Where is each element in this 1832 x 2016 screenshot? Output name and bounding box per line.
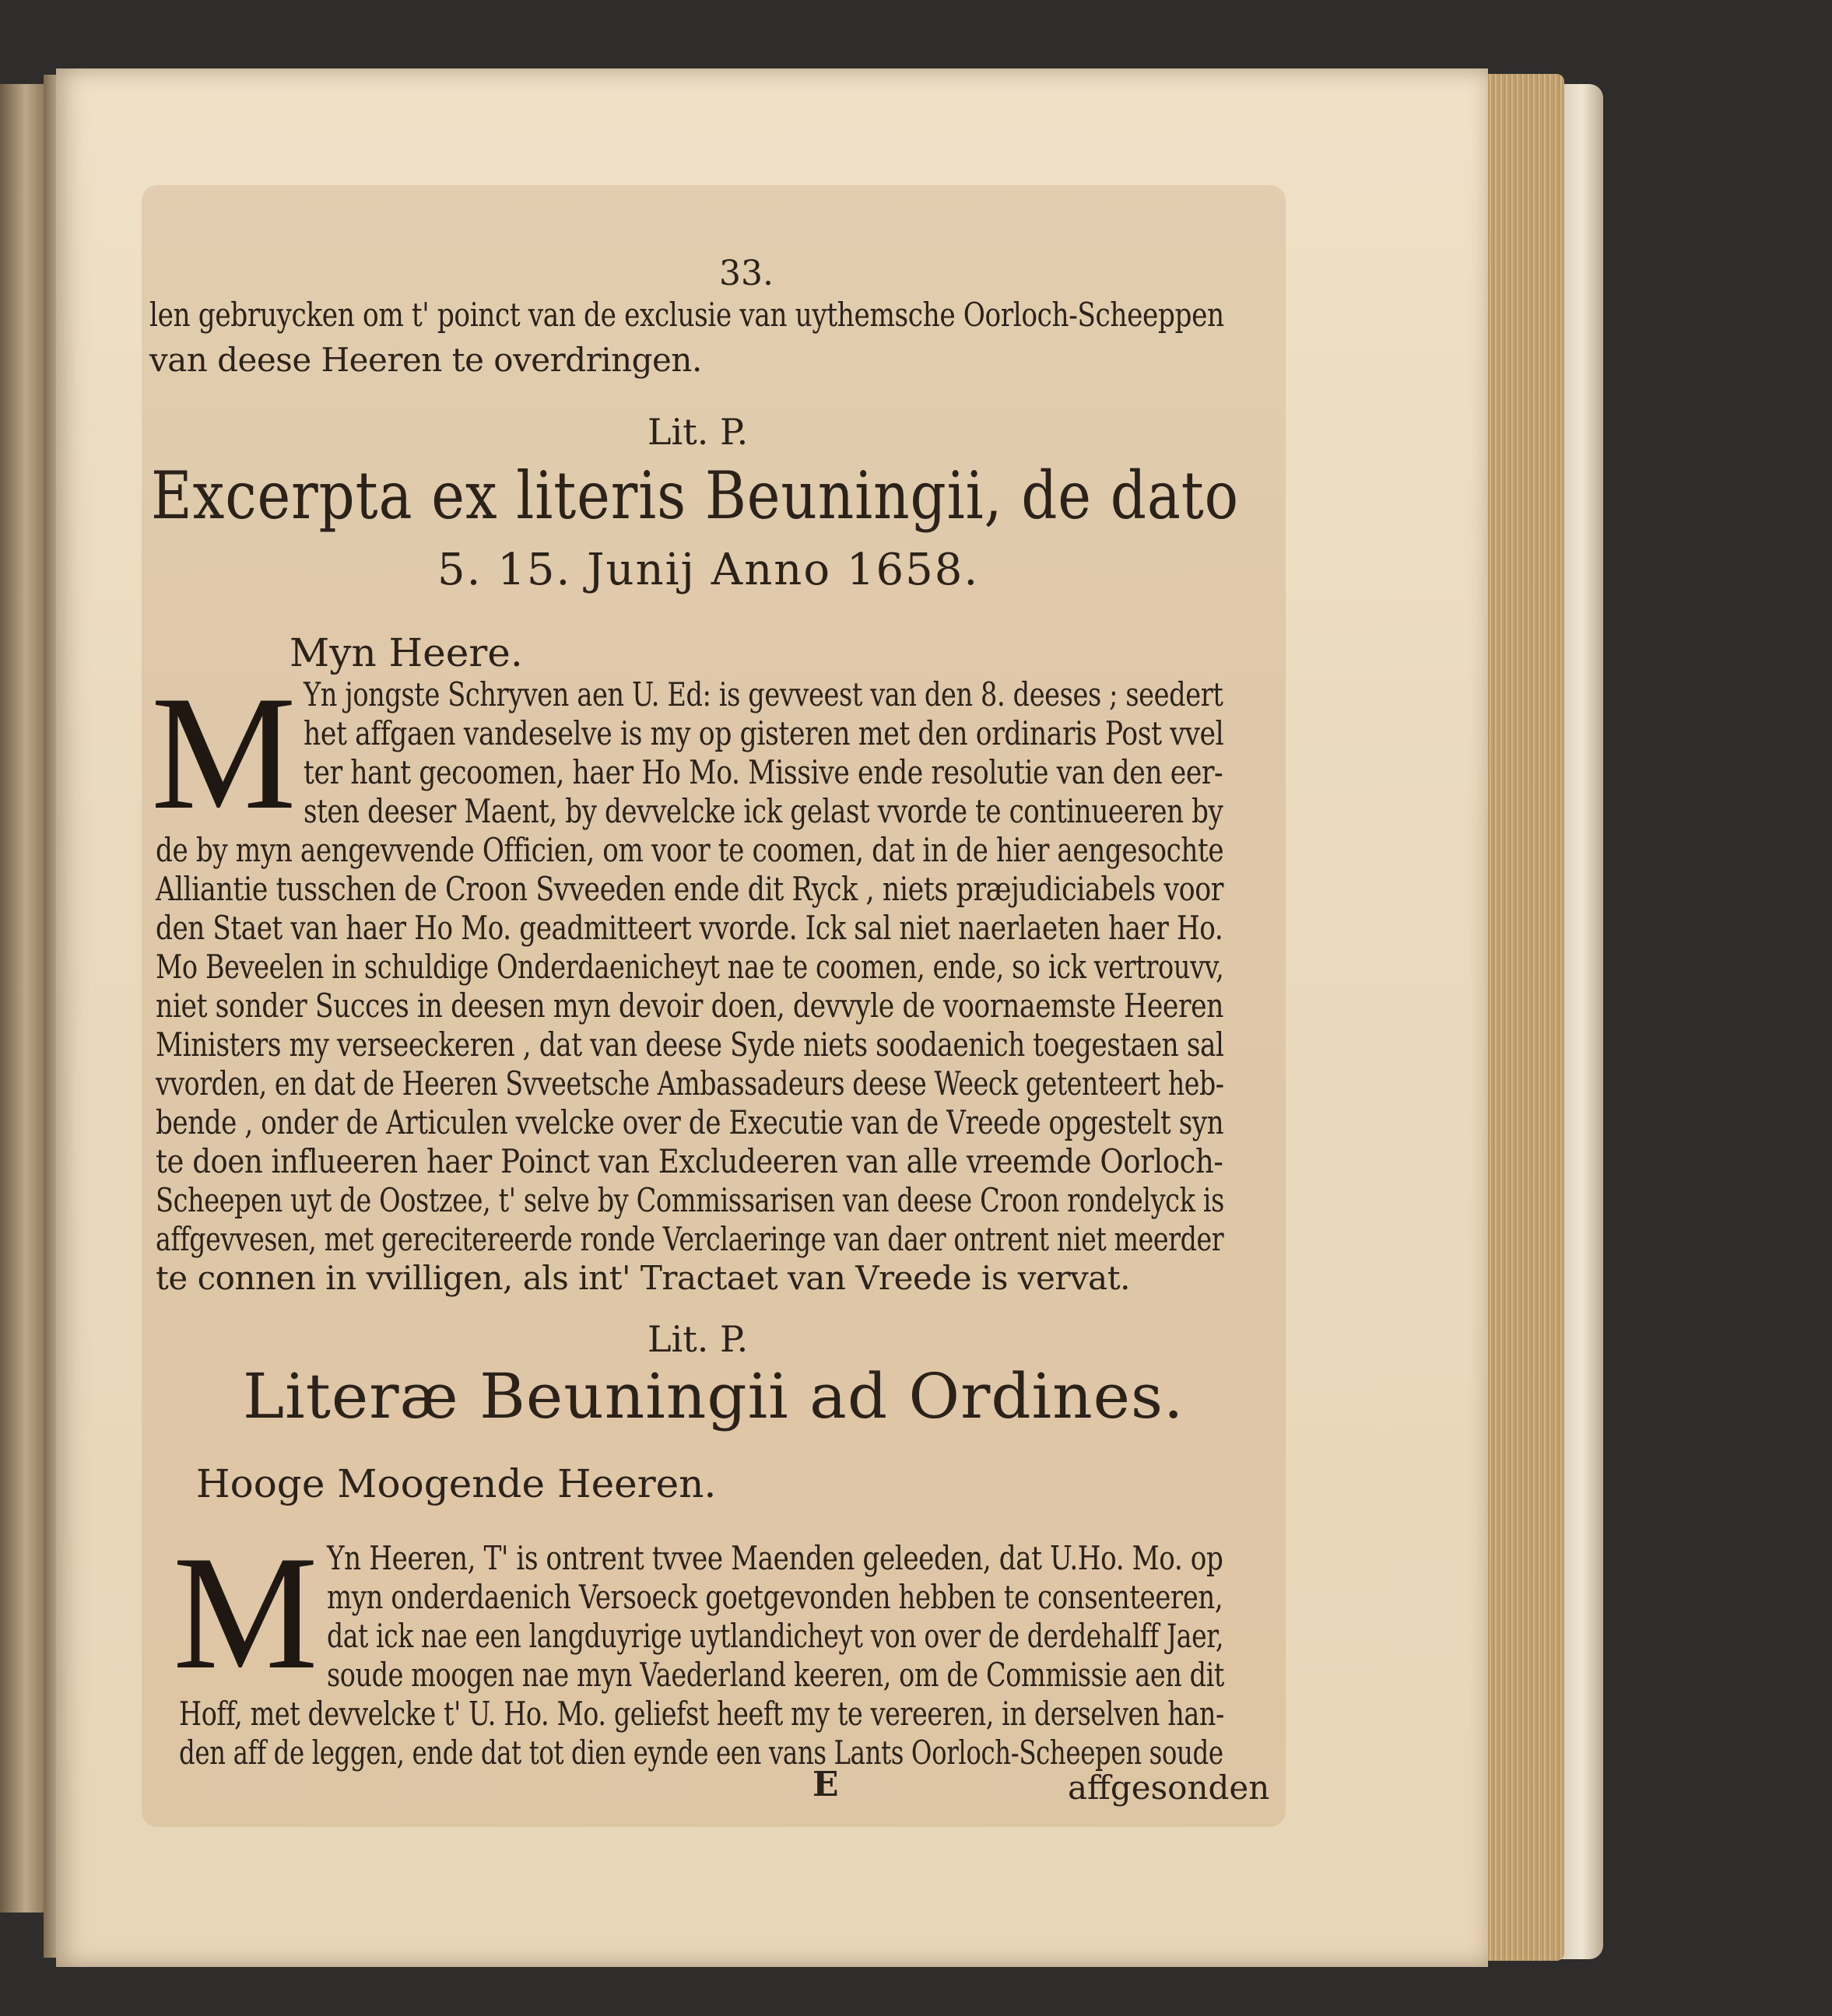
section1-line-7: den Staet van haer Ho Mo. geadmitteert vvorde. Ick sal niet naerlaeten haer Ho. [156,909,1223,947]
section1-line-1: Yn jongste Schryven aen U. Ed: is gevveest van den 8. deeses ; seedert [304,675,1223,713]
catchword: affgesonden [1068,1769,1270,1807]
section1-line-4: sten deeser Maent, by devvelcke ick gelast vvorde te continueeren by [304,792,1223,830]
section1-lit: Lit. P. [648,411,749,453]
section1-line-10: Ministers my verseeckeren , dat van deese Syde niets soodaenich toegestaen sal [156,1026,1224,1064]
section1-line-11: vvorden, en dat de Heeren Svveetsche Ambassadeurs deese Weeck getenteert heb- [156,1064,1224,1103]
section2-line-4: soude moogen nae myn Vaederland keeren, om de Commissie aen dit [327,1656,1224,1694]
section1-salutation: Myn Heere. [290,630,523,675]
section1-line-16: te connen in vvilligen, als int' Tractaet van Vreede is vervat. [156,1259,1130,1297]
section2-salutation: Hooge Moogende Heeren. [196,1461,717,1506]
signature-mark: E [812,1765,839,1804]
page-number: 33. [719,254,774,293]
section1-dropcap: M [151,663,297,843]
section1-line-14: Scheepen uyt de Oostzee, t' selve by Commissarisen van deese Croon rondelyck is [156,1181,1224,1219]
opening-line-2: van deese Heeren te overdringen. [149,341,702,379]
page-edges [1486,74,1564,1961]
section1-line-15: affgevvesen, met gerecitereerde ronde Verclaeringe van daer ontrent niet meerder [156,1220,1224,1258]
section1-line-2: het affgaen vandeselve is my op gisteren met den ordinaris Post vvel [304,714,1224,752]
opening-line-1: len gebruycken om t' poinct van de exclusie van uythemsche Oorloch-Scheeppen [149,296,1224,334]
section1-line-13: te doen influeeren haer Poinct van Excludeeren van alle vreemde Oorloch- [156,1142,1223,1180]
left-page-edge [0,84,47,1913]
section2-lit: Lit. P. [648,1318,749,1360]
section2-dropcap: M [173,1523,318,1703]
section1-title-line1: Excerpta ex literis Beuningii, de dato [151,458,1240,534]
section2-line-1: Yn Heeren, T' is ontrent tvvee Maenden geleeden, dat U.Ho. Mo. op [327,1539,1223,1577]
section1-line-3: ter hant gecoomen, haer Ho Mo. Missive ende resolutie van den eer- [304,753,1223,791]
section1-line-8: Mo Beveelen in schuldige Onderdaenicheyt nae te coomen, ende, so ick vertrouvv, [156,948,1224,986]
section2-line-5: Hoff, met devvelcke t' U. Ho. Mo. geliefst heeft my te vereeren, in derselven han- [179,1695,1224,1733]
section1-title-line2: 5. 15. Junij Anno 1658. [437,545,980,595]
book-cover-edge [1560,84,1603,1959]
section1-line-6: Alliantie tusschen de Croon Svveeden ende dit Ryck , niets præjudiciabels voor [156,870,1224,908]
book-page [56,68,1488,1967]
section1-line-12: bende , onder de Articulen vvelcke over de Executie van de Vreede opgestelt syn [156,1103,1224,1141]
section1-line-5: de by myn aengevvende Officien, om voor te coomen, dat in de hier aengesochte [156,831,1224,869]
section2-line-6: den aff de leggen, ende dat tot dien eynde een vans Lants Oorloch-Scheepen soude [179,1734,1223,1772]
section1-line-9: niet sonder Succes in deesen myn devoir doen, devvyle de voornaemste Heeren [156,987,1224,1025]
section2-title: Literæ Beuningii ad Ordines. [243,1360,1184,1432]
section2-line-2: myn onderdaenich Versoeck goetgevonden hebben te consenteeren, [327,1578,1223,1616]
section2-line-3: dat ick nae een langduyrige uytlandicheyt von over de derdehalff Jaer, [327,1617,1224,1655]
